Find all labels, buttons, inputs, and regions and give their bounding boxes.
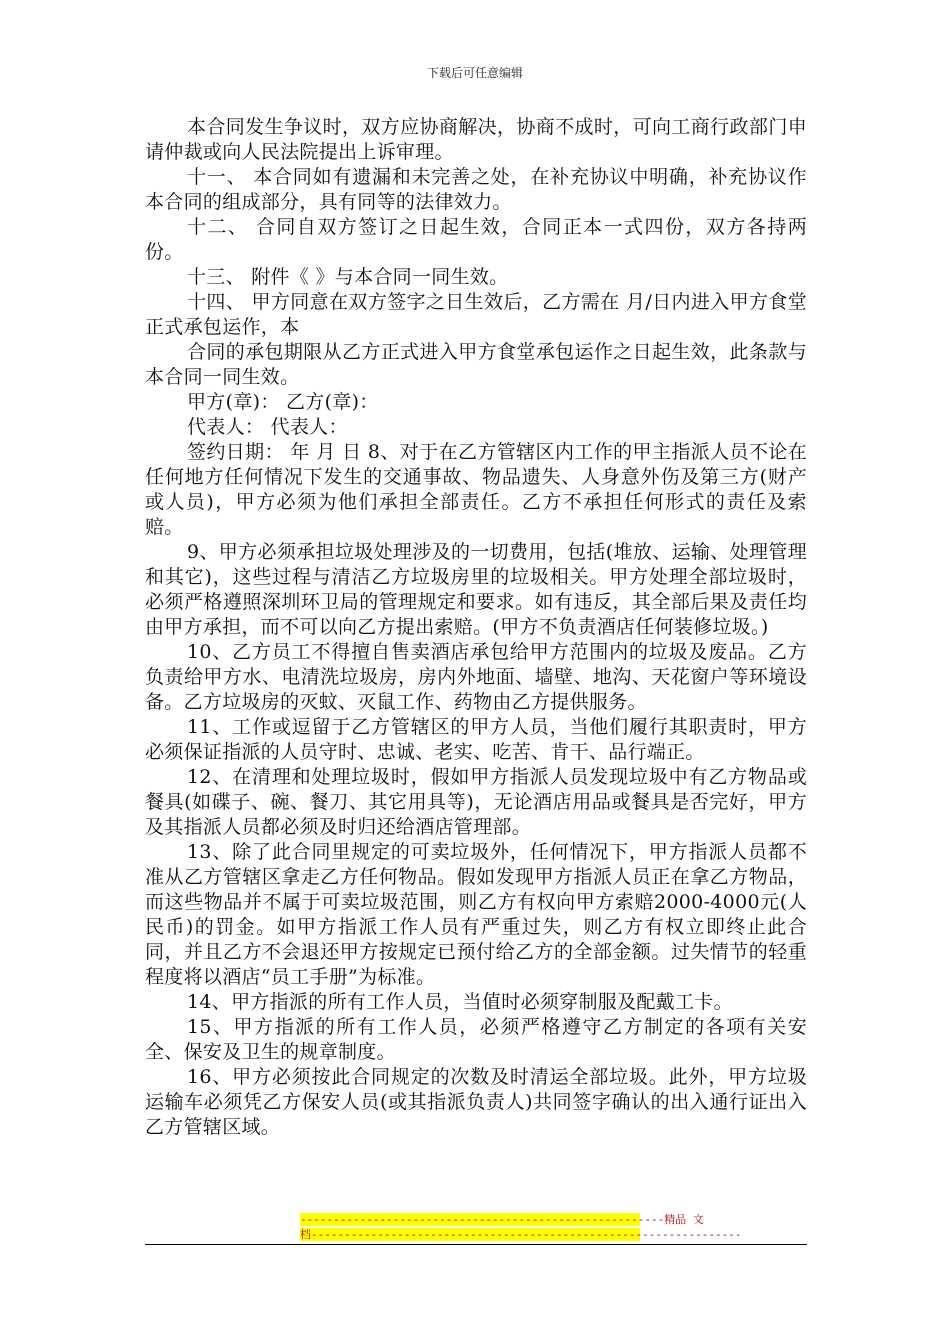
paragraph-representatives: 代表人： 代表人： — [187, 416, 348, 438]
paragraph-clause-14: 十四、 甲方同意在双方签字之日生效后，乙方需在 月/日内进入甲方食堂正式承包运作，本 — [145, 291, 807, 338]
paragraph-contract-term: 合同的承包期限从乙方正式进入甲方食堂承包运作之日起生效，此条款与本合同一同生效。 — [145, 341, 807, 388]
paragraph-dispute-resolution: 本合同发生争议时，双方应协商解决，协商不成时，可向工商行政部门申请仲裁或向人民法院提出上诉审理。 — [145, 116, 807, 163]
footer-watermark-line-2: 档----------------------------------------------------------------- — [300, 1228, 742, 1241]
paragraph-seals: 甲方(章)： 乙方(章)： — [187, 391, 379, 413]
paragraph-sign-date-item-8: 签约日期： 年 月 日 8、对于在乙方管辖区内工作的甲主指派人员不论在任何地方任何情况下发生的交通事故、物品遗失、人身意外伤及第三方(财产或人员)，甲方必须为他们承担全部责任。乙方不承担任何形式的责任及索赔。 — [145, 441, 807, 538]
document-body — [145, 115, 807, 1140]
paragraph-clause-11: 十一、 本合同如有遗漏和未完善之处，在补充协议中明确，补充协议作本合同的组成部分，具有同等的法律效力。 — [145, 166, 807, 213]
paragraph-item-10: 10、乙方员工不得擅自售卖酒店承包给甲方范围内的垃圾及废品。乙方负责给甲方水、电清洗垃圾房，房内外地面、墙壁、地沟、天花窗户等环境设备。乙方垃圾房的灭蚊、灭鼠工作、药物由乙方提供服务。 — [145, 641, 807, 713]
paragraph-clause-12: 十二、 合同自双方签订之日起生效，合同正本一式四份，双方各持两份。 — [145, 216, 807, 263]
paragraph-item-15: 15、甲方指派的所有工作人员，必须严格遵守乙方制定的各项有关安全、保安及卫生的规章制度。 — [145, 1016, 807, 1063]
paragraph-item-11: 11、工作或逗留于乙方管辖区的甲方人员，当他们履行其职责时，甲方必须保证指派的人员守时、忠诚、老实、吃苦、肯干、品行端正。 — [145, 716, 807, 763]
footer-divider — [145, 1244, 807, 1245]
paragraph-item-13: 13、除了此合同里规定的可卖垃圾外，任何情况下，甲方指派人员都不准从乙方管辖区拿走乙方任何物品。假如发现甲方指派人员正在拿乙方物品，而这些物品并不属于可卖垃圾范围，则乙方有权向甲方索赔2000-4000元(人民币)的罚金。如甲方指派工作人员有严重过失，则乙方有权立即终止此合同，并且乙方不会退还甲方按规定已预付给乙方的全部金额。过失情节的轻重程度将以酒店“员工手册”为标准。 — [145, 841, 807, 988]
paragraph-item-14: 14、甲方指派的所有工作人员，当值时必须穿制服及配戴工卡。 — [187, 991, 733, 1013]
footer-watermark-line-1: -------------------------------------------------------精品 文 — [300, 1213, 704, 1226]
paragraph-item-9: 9、甲方必须承担垃圾处理涉及的一切费用，包括(堆放、运输、处理管理和其它)，这些过程与清洁乙方垃圾房里的垃圾相关。甲方处理全部垃圾时，必须严格遵照深圳环卫局的管理规定和要求。如有违反，其全部后果及责任均由甲方承担，而不可以向乙方提出索赔。(甲方不负责酒店任何装修垃圾。) — [145, 541, 807, 638]
paragraph-item-16: 16、甲方必须按此合同规定的次数及时清运全部垃圾。此外，甲方垃圾运输车必须凭乙方保安人员(或其指派负责人)共同签字确认的出入通行证出入乙方管辖区域。 — [145, 1066, 807, 1138]
paragraph-clause-13: 十三、 附件《 》与本合同一同生效。 — [187, 266, 509, 288]
page-header: 下载后可任意编辑 — [426, 66, 523, 80]
paragraph-item-12: 12、在清理和处理垃圾时，假如甲方指派人员发现垃圾中有乙方物品或餐具(如碟子、碗、餐刀、其它用具等)，无论酒店用品或餐具是否完好，甲方及其指派人员都必须及时归还给酒店管理部。 — [145, 766, 807, 838]
